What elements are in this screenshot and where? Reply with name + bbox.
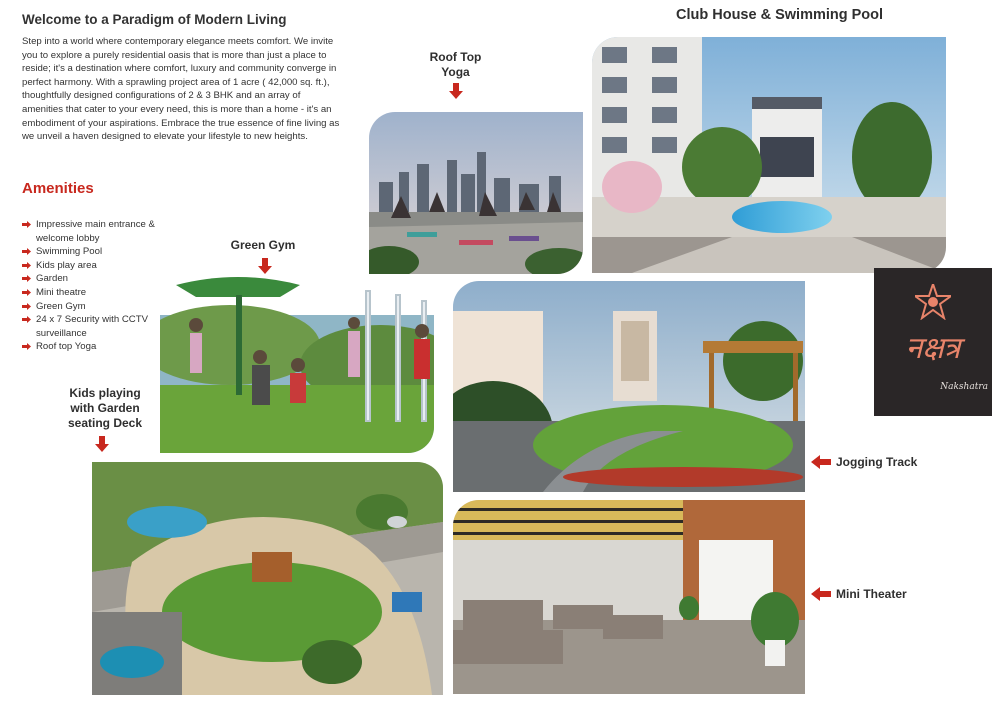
kids-garden-photo [92,462,443,695]
nakshatra-logo [874,268,992,416]
red-bullet-arrow-icon [22,303,31,310]
intro-title: Welcome to a Paradigm of Modern Living [22,12,287,27]
red-bullet-arrow-icon [22,343,31,350]
intro-body: Step into a world where contemporary elegance meets comfort. We invite you to explore a purely residential oasis that is more than just a place to reside; it's a destination where comfort, luxury and community converge in perfect harmony. With a sprawling project area of 1 acre ( 42,000 sq. ft.), thoughtfully designed configurations of 2 & 3 BHK and an array of amenities that cater to your every need, this is more than a home - it's an embodiment of your aspirations. Embrace the true essence of fine living as we unveil a haven designed to elevate your lifestyle to new heights. [22,36,340,143]
red-down-arrow-icon [449,83,463,99]
roof-top-yoga-label: Roof Top Yoga [429,50,482,79]
red-bullet-arrow-icon [22,262,31,269]
green-gym-label: Green Gym [230,238,296,252]
roof-top-yoga-photo [369,112,583,274]
club-house-pool-photo [592,37,946,273]
mini-theater-label: Mini Theater [836,587,907,601]
amenity-item: Swimming Pool [22,245,172,259]
red-left-arrow-icon [811,587,831,601]
red-bullet-arrow-icon [22,248,31,255]
logo-latin-text: Nakshatra [940,382,988,392]
red-bullet-arrow-icon [22,289,31,296]
amenity-item: Kids play area [22,259,172,273]
amenity-item: Impressive main entrance & welcome lobby [22,218,172,245]
jogging-track-label: Jogging Track [836,455,918,469]
mini-theater-photo [453,500,805,694]
red-bullet-arrow-icon [22,316,31,323]
red-bullet-arrow-icon [22,221,31,228]
jogging-track-photo [453,281,805,492]
red-down-arrow-icon [258,258,272,274]
amenity-item: Garden [22,272,172,286]
amenities-title: Amenities [22,180,94,197]
amenity-item: Mini theatre [22,286,172,300]
amenity-item: 24 x 7 Security with CCTV surveillance [22,313,172,340]
kids-garden-label: Kids playing with Garden seating Deck [67,386,143,430]
red-left-arrow-icon [811,455,831,469]
amenities-list [22,218,172,354]
club-house-label: Club House & Swimming Pool [676,7,884,23]
amenity-item: Roof top Yoga [22,340,172,354]
red-bullet-arrow-icon [22,275,31,282]
amenity-item: Green Gym [22,300,172,314]
green-gym-photo [160,275,434,453]
star-logo-icon [915,284,951,320]
logo-devanagari-text: नक्षत्र [905,331,961,366]
red-down-arrow-icon [95,436,109,452]
